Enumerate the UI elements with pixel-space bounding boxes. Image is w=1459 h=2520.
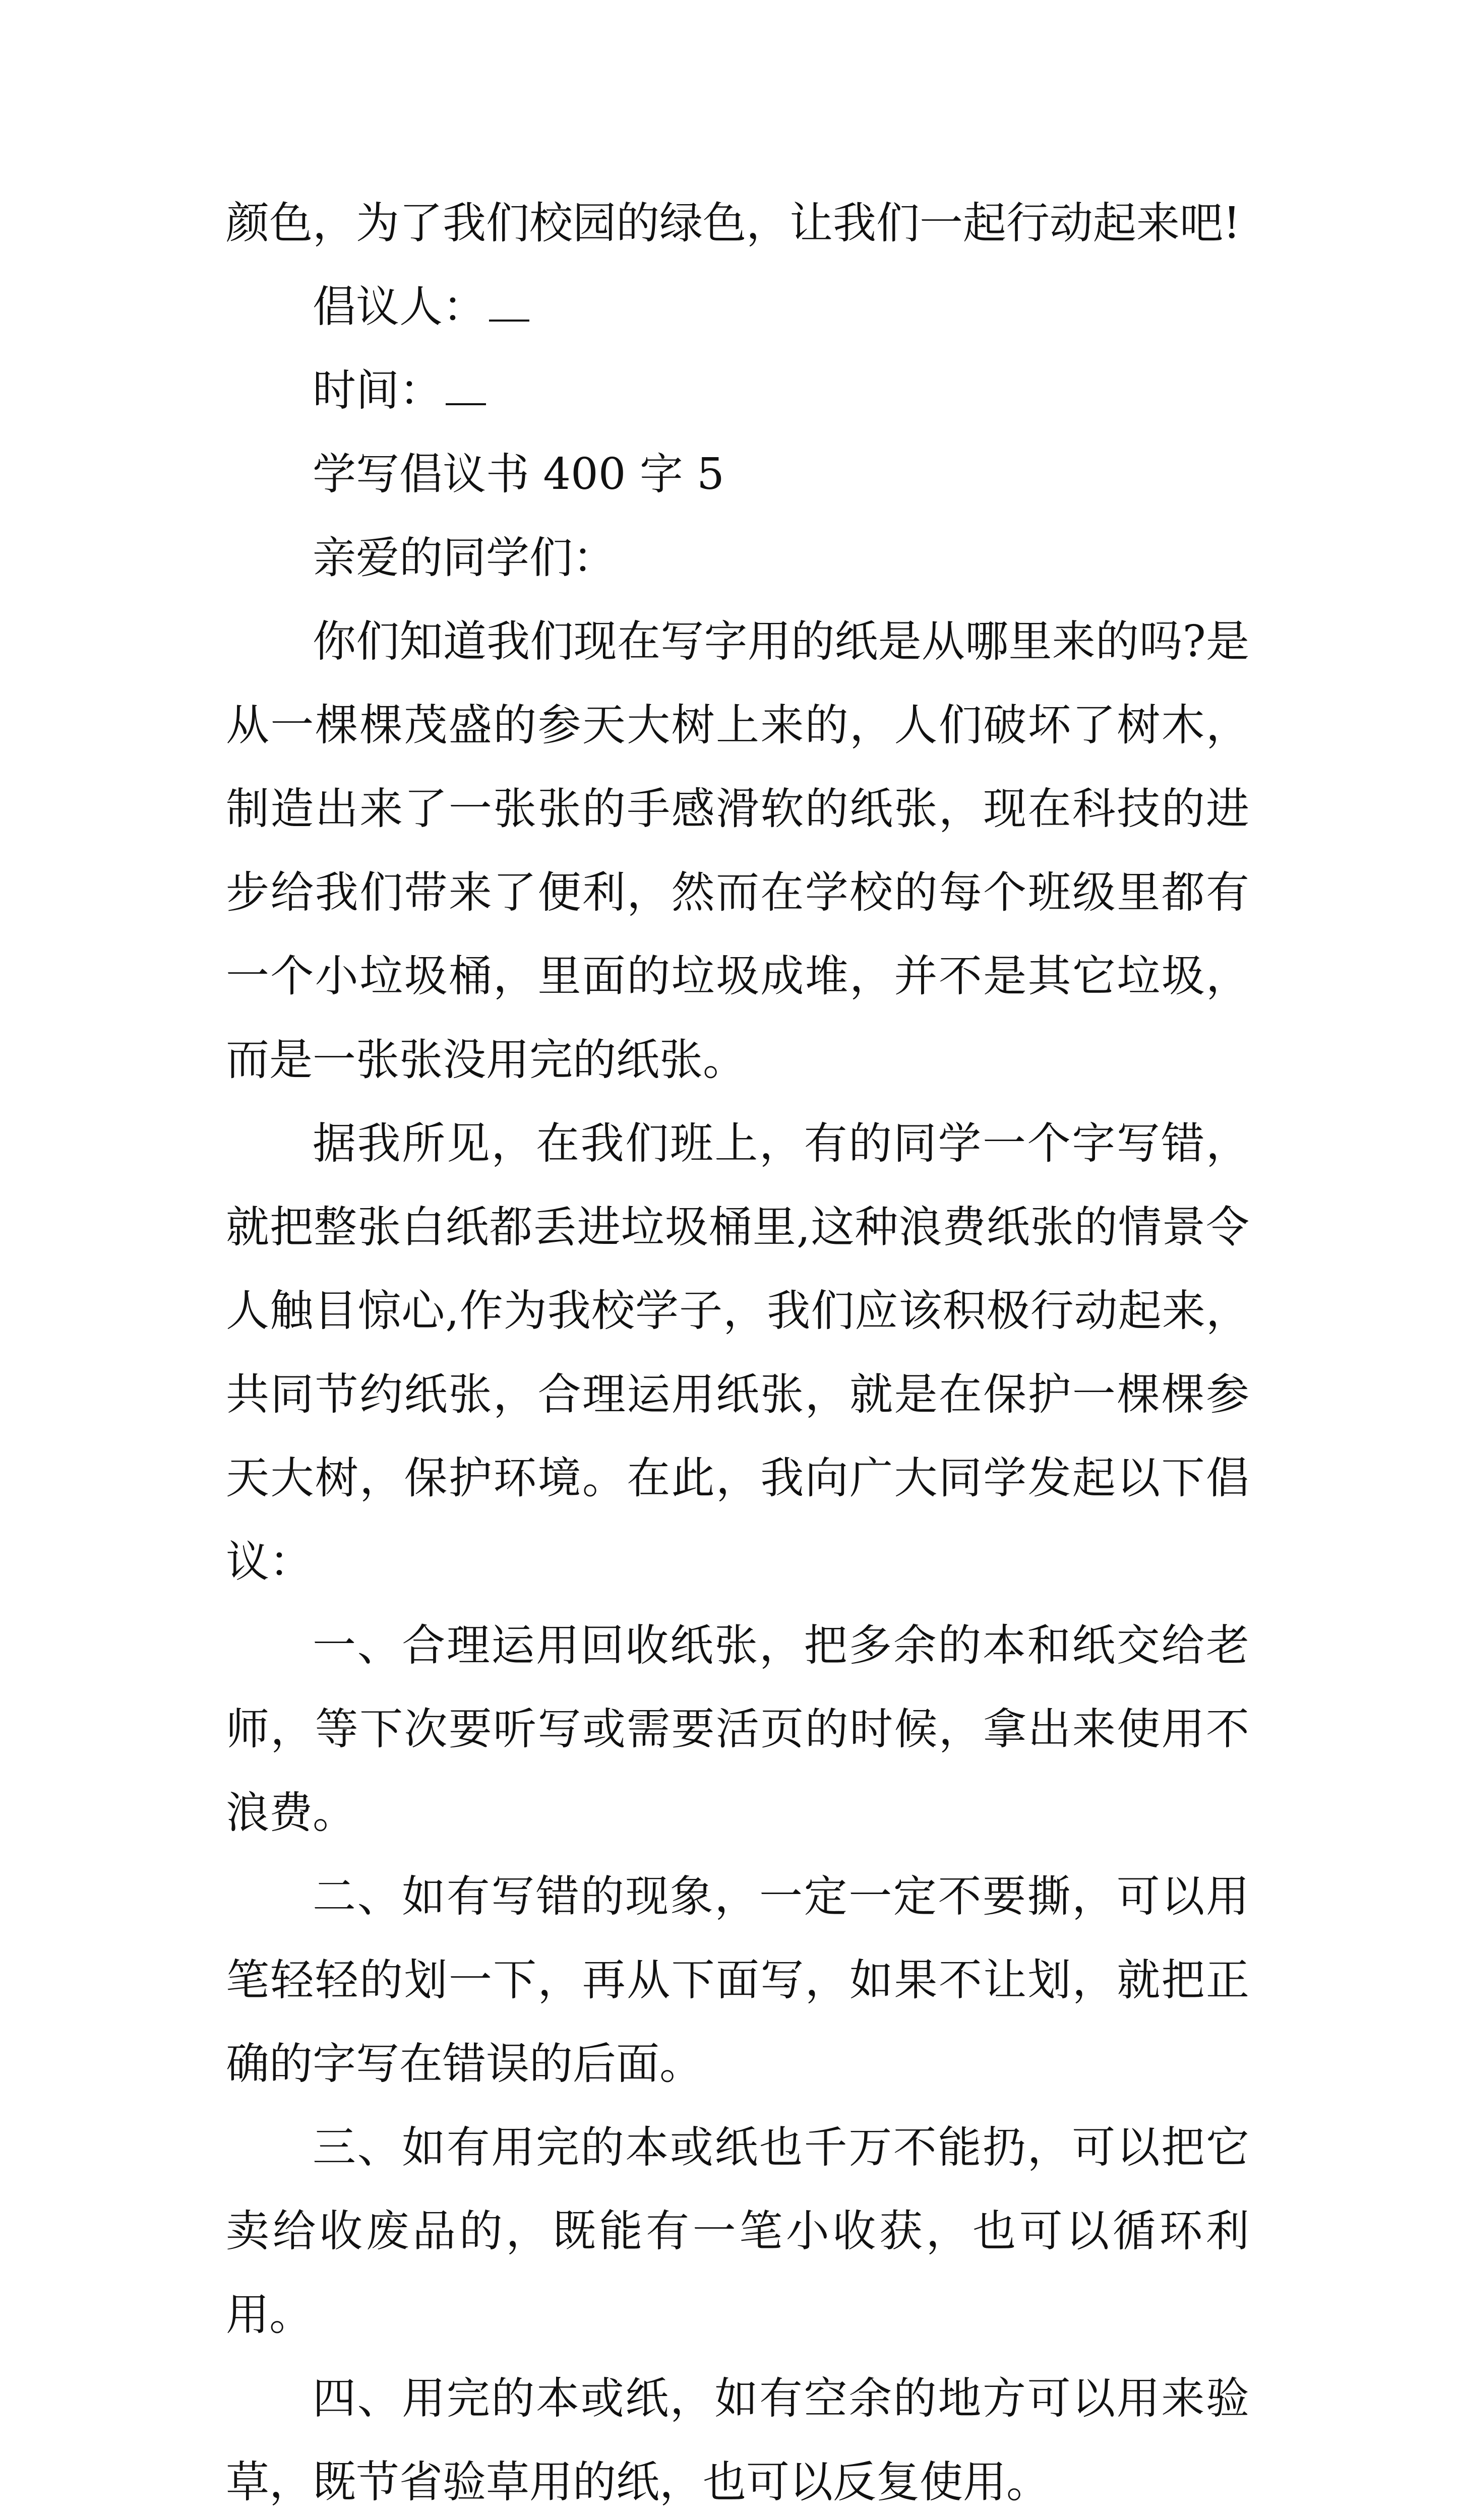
- proposer-blank: [489, 284, 529, 322]
- paragraph-closing-line: 颜色，为了我们校园的绿色，让我们一起行动起来吧!: [226, 198, 1241, 248]
- paragraph-observation: 据我所见，在我们班上，有的同学一个字写错，就把整张白纸都丢进垃圾桶里,这种浪费纸张的情景令人触目惊心,作为我校学子，我们应该积极行动起来，共同节约纸张，合理运用纸张，就是在保护一棵棵参天大树，保护环境。在此，我向广大同学发起以下倡议：: [226, 1118, 1249, 1587]
- proposal-item-1: 一、合理运用回收纸张，把多余的本和纸交给老师，等下次要听写或需要活页的时候，拿出来使用不浪费。: [226, 1620, 1249, 1838]
- proposer-label: 倡议人：: [313, 282, 486, 332]
- paragraph-intro: 你们知道我们现在写字用的纸是从哪里来的吗?是从一棵棵茂盛的参天大树上来的，人们破坏了树木，制造出来了一张张的手感滑软的纸张，现在科技的进步给我们带来了便利，然而在学校的每个班级里都有一个小垃圾桶，里面的垃圾成堆，并不是其它垃圾，而是一张张没用完的纸张。: [226, 616, 1249, 1085]
- document-body: [226, 181, 1249, 2520]
- proposal-item-4: 四、用完的本或纸，如有空余的地方可以用来验草，既节省验草用的纸，也可以反复使用。: [226, 2373, 1249, 2507]
- date-blank: [446, 368, 486, 405]
- salutation: 亲爱的同学们：: [313, 533, 616, 583]
- proposer-line: [226, 265, 1249, 349]
- proposal-item-3: 三、如有用完的本或纸也千万不能扔，可以把它卖给收废品的，既能有一笔小收获，也可以循环利用。: [226, 2122, 1249, 2340]
- section-title: 学写倡议书 400 字 5: [313, 449, 724, 499]
- date-label: 时间：: [313, 365, 443, 416]
- proposal-item-2: 二、如有写错的现象，一定一定不要撕，可以用笔轻轻的划一下，再从下面写，如果不让划，就把正确的字写在错误的后面。: [226, 1871, 1249, 2089]
- date-line: [226, 349, 1249, 432]
